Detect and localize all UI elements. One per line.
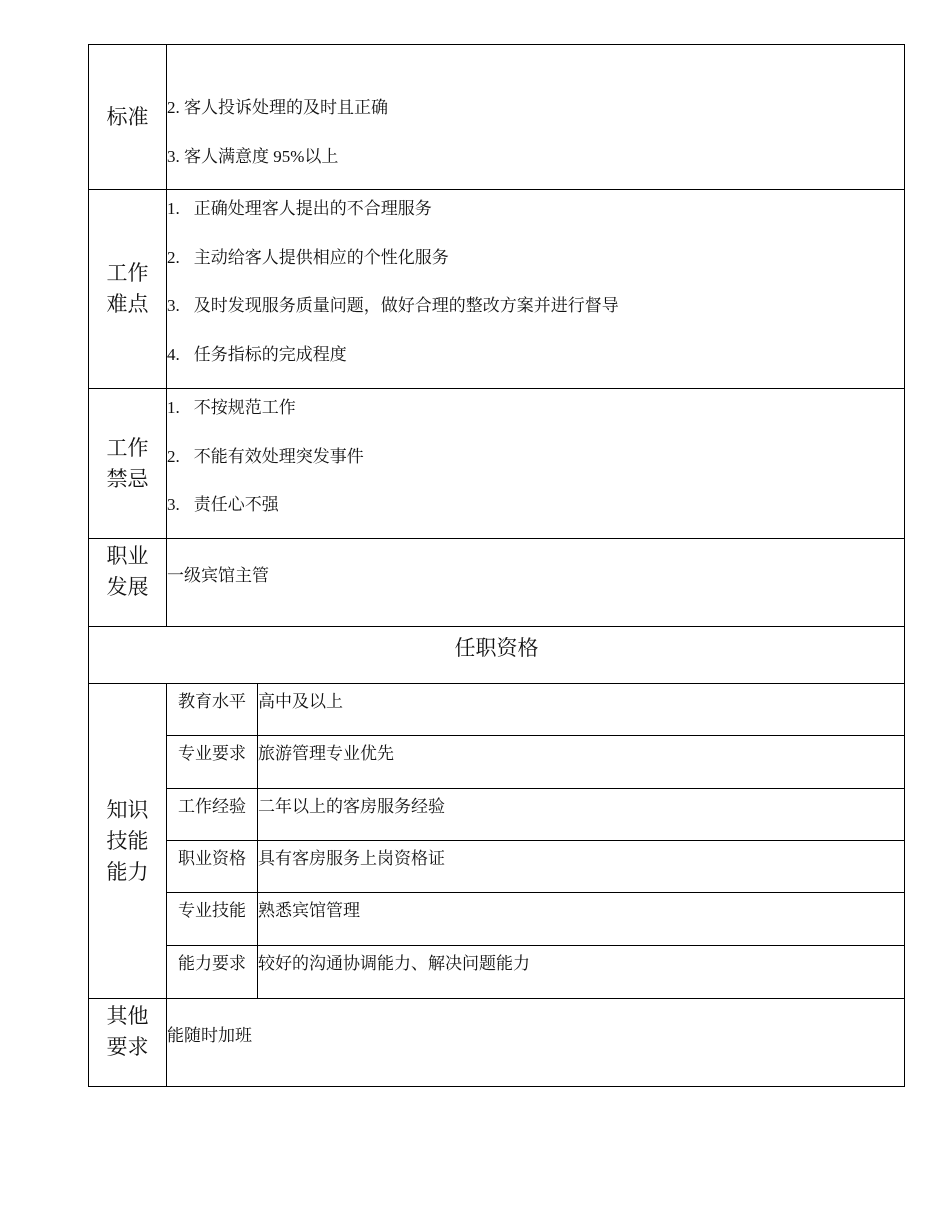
difficulty-item — [167, 291, 619, 316]
item-text: 及时发现服务质量问题，做好合理的整改方案并进行督导 — [193, 296, 619, 315]
item-text: 责任心不强 — [193, 495, 279, 514]
label-text: 工作难点 — [106, 261, 149, 316]
standard-item: 2. 客人投诉处理的及时且正确 — [167, 98, 388, 117]
knowledge-value: 熟悉宾馆管理 — [258, 901, 360, 921]
knowledge-name: 工作经验 — [167, 789, 258, 840]
row-taboos — [89, 389, 905, 539]
row-label-knowledge — [89, 684, 167, 998]
item-text: 主动给客人提供相应的个性化服务 — [193, 248, 449, 267]
difficulty-item — [167, 243, 449, 268]
row-label-taboos — [89, 389, 167, 538]
knowledge-name: 专业要求 — [167, 736, 258, 787]
item-number: 2. — [167, 248, 180, 267]
knowledge-value: 具有客房服务上岗资格证 — [258, 848, 445, 868]
item-number: 2. — [167, 447, 180, 466]
taboos-content — [167, 389, 905, 538]
row-knowledge — [89, 684, 905, 999]
label-text: 知识技能能力 — [106, 797, 149, 884]
standard-content — [167, 45, 905, 189]
knowledge-name: 专业技能 — [167, 893, 258, 944]
label-text: 标准 — [106, 104, 149, 129]
difficulties-content — [167, 190, 905, 388]
row-qualification-title — [89, 627, 905, 684]
difficulty-item — [167, 340, 347, 365]
item-number: 3. — [167, 495, 180, 514]
taboo-item — [167, 393, 296, 418]
item-text: 不按规范工作 — [193, 398, 296, 417]
label-text: 其他要求 — [106, 1004, 149, 1059]
knowledge-value: 较好的沟通协调能力、解决问题能力 — [258, 953, 530, 973]
taboo-item — [167, 490, 279, 515]
item-number: 4. — [167, 345, 180, 364]
knowledge-row — [167, 893, 904, 945]
label-text: 职业发展 — [106, 544, 149, 599]
row-label-standard — [89, 45, 167, 189]
row-difficulties — [89, 190, 905, 389]
row-career — [89, 539, 905, 627]
career-text: 一级宾馆主管 — [167, 566, 269, 585]
knowledge-row — [167, 841, 904, 893]
knowledge-value: 二年以上的客房服务经验 — [258, 796, 445, 816]
difficulty-item — [167, 194, 432, 219]
knowledge-value: 高中及以上 — [258, 692, 343, 711]
item-text: 不能有效处理突发事件 — [193, 447, 364, 466]
knowledge-row — [167, 946, 904, 998]
section-title: 任职资格 — [89, 627, 905, 685]
item-text: 正确处理客人提出的不合理服务 — [193, 199, 432, 218]
career-content — [167, 539, 905, 626]
item-text: 任务指标的完成程度 — [193, 345, 347, 364]
other-content — [167, 999, 905, 1086]
knowledge-name: 教育水平 — [167, 684, 258, 735]
knowledge-row — [167, 684, 904, 736]
knowledge-value: 旅游管理专业优先 — [258, 744, 394, 764]
job-description-table — [88, 44, 905, 1087]
item-number: 3. — [167, 296, 180, 315]
other-text: 能随时加班 — [167, 1026, 252, 1045]
knowledge-name: 能力要求 — [167, 946, 258, 998]
knowledge-row — [167, 736, 904, 788]
row-label-career — [89, 539, 167, 626]
taboo-item — [167, 442, 364, 467]
standard-item: 3. 客人满意度 95%以上 — [167, 147, 339, 166]
row-standard — [89, 45, 905, 190]
knowledge-name: 职业资格 — [167, 841, 258, 892]
label-text: 工作禁忌 — [106, 435, 149, 491]
knowledge-row — [167, 789, 904, 841]
row-label-difficulties — [89, 190, 167, 388]
item-number: 1. — [167, 398, 180, 417]
row-label-other — [89, 999, 167, 1086]
knowledge-grid — [167, 684, 905, 998]
row-other — [89, 999, 905, 1087]
item-number: 1. — [167, 199, 180, 218]
